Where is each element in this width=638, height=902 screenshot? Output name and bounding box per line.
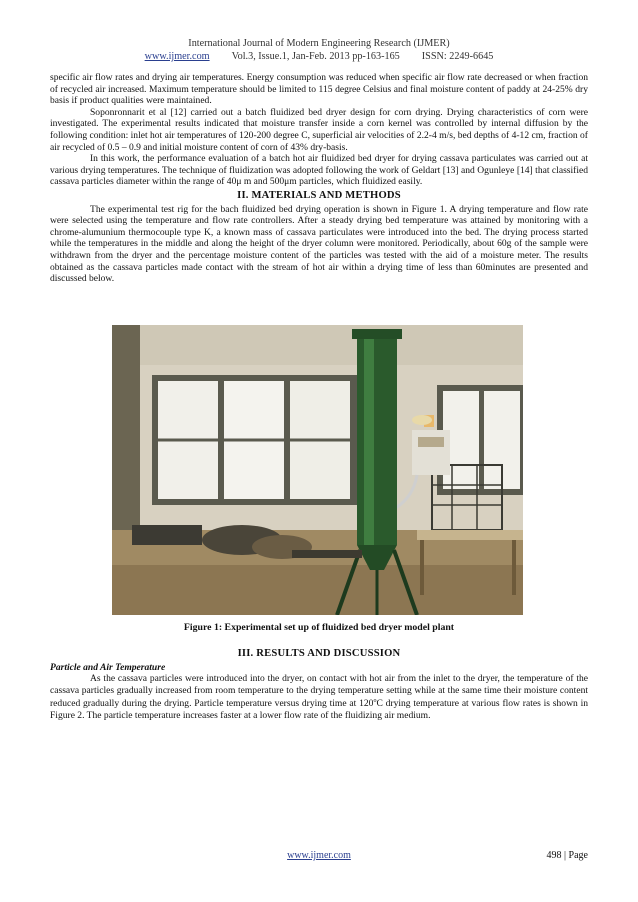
paragraph-part: As the cassava particles were introduced into the dryer, on contact with hot air from the inlet to the dryer, the temperature of the cassava particles gradually increased from room temperature to the drying temperature setting while at the same time their moisture content reduced gradually during the drying. Particle temperature versus drying time at 120 [50,673,588,710]
subsection-heading: Particle and Air Temperature [50,661,166,673]
section-heading: II. MATERIALS AND METHODS [237,189,401,201]
body-text-top [50,72,588,285]
figure-caption: Figure 1: Experimental set up of fluidized bed dryer model plant [183,622,455,633]
paragraph: specific air flow rates and drying air temperatures. Energy consumption was reduced when specific air flow rate decreased or when fraction of recycled air increased. Maximum temperature should be limited to 115 degree Celsius and final moisture content of paddy at 24-25% dry basis if product qualities were maintained. [50,72,588,107]
footer-website-link[interactable]: www.ijmer.com [287,850,351,861]
degree-superscript: o [373,698,377,705]
section-heading: III. RESULTS AND DISCUSSION [237,648,401,659]
journal-header [0,37,638,63]
page-number: 498 | Page [546,850,588,861]
paragraph: Soponronnarit et al [12] carried out a batch fluidized bed dryer design for corn drying. Drying characteristics of corn were investigated. The experimental results indicated that moisture transfer inside a corn kernel was controlled by internal diffusion by the following condition: inlet hot air temperatures of 120-200 degree C, superficial air velocities of 2.2-4 m/s, bed depths of 4-12 cm, fraction of air recycled of 0.5 – 0.9 and initial moisture content of corn of 43% dry-basis. [50,106,588,153]
paragraph [50,673,588,722]
body-text-bottom [50,646,588,722]
journal-volume: Vol.3, Issue.1, Jan-Feb. 2013 pp-163-165 [231,51,400,62]
figure-photo [112,325,523,615]
journal-issn: ISSN: 2249-6645 [421,51,494,62]
journal-title: International Journal of Modern Engineering Research (IJMER) [188,38,450,49]
journal-website-link[interactable]: www.ijmer.com [144,51,210,62]
paragraph: In this work, the performance evaluation of a batch hot air fluidized bed dryer for drying cassava particulates was carried out at various drying temperatures. The technique of fluidization was adopted following the work of Geldart [13] and Ogunleye [14] that classified cassava particles diameter within the range of 40μ m and 500μm particles, which fluidized easily. [50,153,588,188]
paragraph-part: C drying temperature at various flow rates is shown in Figure 2. The particle temperature increases faster at a lower flow rate of the fluidizing air medium. [50,698,588,722]
dryer-plant-photo [112,325,523,615]
paragraph: The experimental test rig for the bach fluidized bed drying operation is shown in Figure 1. A drying temperature and flow rate were selected using the temperature and flow rate controllers. After a steady drying bed temperature was attained by monitoring with a chrome-alumunium thermocouple type K, a known mass of cassava particulates were introduced into the bed. The drying process started while the temperatures in the middle and along the height of the dryer column were monitored. Periodically, about 60g of the sample were withdrawn from the dryer and the percentage moisture content of the particles was tested with the aid of a moisture meter. The results obtained as the cassava particles made contact with the stream of hot air within a drying time of less than 60minutes are presented and discussed below. [50,203,588,285]
